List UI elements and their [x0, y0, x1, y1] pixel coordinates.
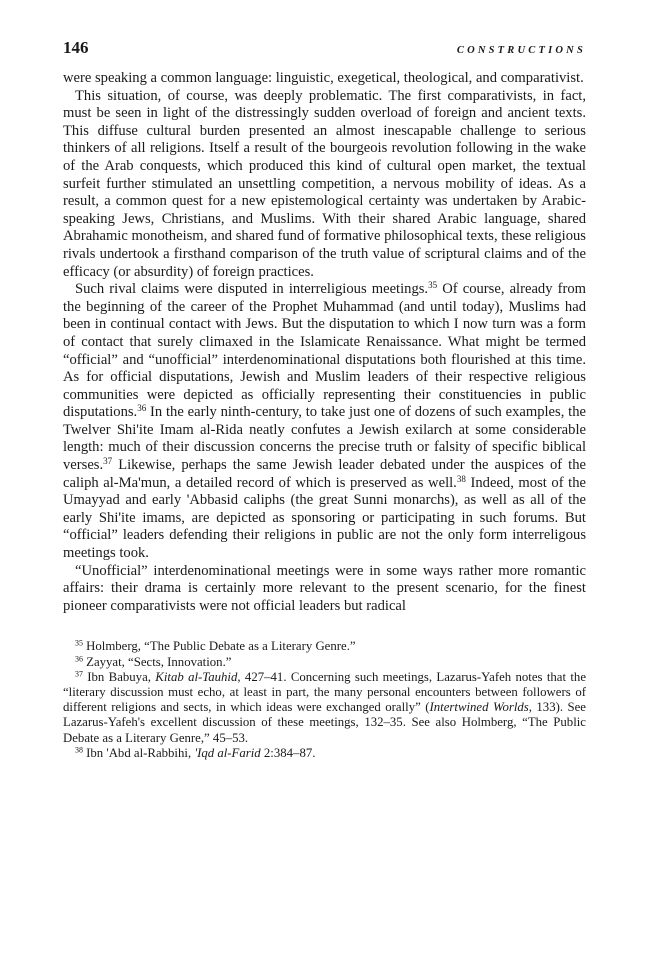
- text-run: Zayyat, “Sects, Innovation.”: [86, 654, 232, 669]
- text-run: 2:384–87.: [260, 745, 316, 760]
- text-run: , 133). See Lazarus-Yafeh's excellent discussion of these meetings, 132–35. See also Holmberg, “The Public Debate as a Literary Genre,” 45–53.: [63, 700, 586, 745]
- footnotes: [63, 639, 586, 761]
- text-run: Of course, already from the beginning of the career of the Prophet Muhammad (and until today), Muslims had been in continual contact with Jews. But the disputation to which I now turn was a form of contact that surely climaxed in the Islamicate Renaissance. What might be termed “official” and “unofficial” interdenominational disputations both flourished at this time. As for official disputations, Jewish and Muslim leaders of their respective religious communities were depicted as officially representing their constituencies in public disputations.: [63, 281, 586, 421]
- italic-title: 'Iqd al-Farid: [194, 745, 261, 760]
- footnote-reference: 38: [456, 473, 466, 484]
- italic-title: Kitab al-Tauhid: [155, 669, 238, 684]
- footnote: [63, 655, 586, 670]
- footnote-number: 37: [75, 669, 83, 679]
- footnote: [63, 746, 586, 761]
- footnote-number: 35: [75, 639, 83, 649]
- body-paragraph: [63, 281, 586, 563]
- text-run: This situation, of course, was deeply problematic. The first comparativists, in fact, must be seen in light of the distressingly sudden overload of foreign and ancient texts. This diffuse cultural burden presented an almost inescapable challenge to serious thinkers of all religions. Itself a result of the bourgeois revolution following in the wake of the Arab conquests, which produced this kind of cultural open market, the textual surfeit further stimulated an unsettling competition, a nervous mobility of ideas. As a result, a common quest for a new epistemological certainty was undertaken by Arabic-speaking Jews, Christians, and Muslims. With their shared Arabic language, shared Abrahamic monotheism, and shared fund of formative philosophical texts, these religious rivals undertook a firsthand comparison of the truth value of scriptural claims and of the efficacy (or absurdity) of foreign practices.: [63, 87, 586, 280]
- italic-title: Intertwined Worlds: [429, 700, 529, 715]
- page-header: [63, 38, 586, 64]
- text-run: Likewise, perhaps the same Jewish leader debated under the auspices of the caliph al-Ma'mun, a detailed record of which is preserved as well.: [63, 457, 586, 491]
- footnote-reference: 37: [103, 456, 113, 467]
- body-paragraph: [63, 70, 586, 88]
- text-run: Ibn 'Abd al-Rabbihi,: [86, 745, 195, 760]
- footnote: [63, 670, 586, 746]
- text-run: Such rival claims were disputed in interreligious meetings.: [75, 281, 429, 298]
- footnote: [63, 639, 586, 654]
- text-run: In the early ninth-century, to take just one of dozens of such examples, the Twelver Shi'ite Imam al-Rida neatly confutes a Jewish exilarch at some considerable length: much of their discussion concerns the precise truth or falsity of specific biblical verses.: [63, 404, 586, 474]
- footnote-reference: 36: [137, 403, 147, 414]
- running-head: CONSTRUCTIONS: [456, 45, 586, 56]
- text-run: , 427–41. Concerning such meetings, Lazarus-Yafeh notes that the “literary discussion must echo, at least in part, the many personal encounters between followers of different religions and sects, in which ideas were exchanged orally” (: [63, 669, 587, 715]
- body-text: [63, 70, 586, 615]
- text-run: were speaking a common language: linguistic, exegetical, theological, and comparativist.: [63, 70, 584, 86]
- footnote-reference: 35: [428, 280, 438, 291]
- text-run: Indeed, most of the Umayyad and early 'Abbasid caliphs (the great Sunni monarchs), as well as all of the early Shi'ite imams, are depicted as sponsoring or participating in such forums. But “official” leaders defending their religions in public are not the only form interreligous meetings took.: [63, 474, 586, 562]
- text-run: Ibn Babuya,: [87, 669, 156, 684]
- text-run: “Unofficial” interdenominational meetings were in some ways rather more romantic affairs: their drama is certainly more relevant to the present scenario, for the finest pioneer comparativists were not official leaders but radical: [63, 562, 586, 614]
- footnote-number: 38: [75, 745, 83, 755]
- body-paragraph: [63, 563, 586, 616]
- body-paragraph: [63, 88, 586, 282]
- page-number: 146: [63, 38, 89, 57]
- text-run: Holmberg, “The Public Debate as a Literary Genre.”: [86, 639, 356, 654]
- footnote-number: 36: [75, 654, 83, 664]
